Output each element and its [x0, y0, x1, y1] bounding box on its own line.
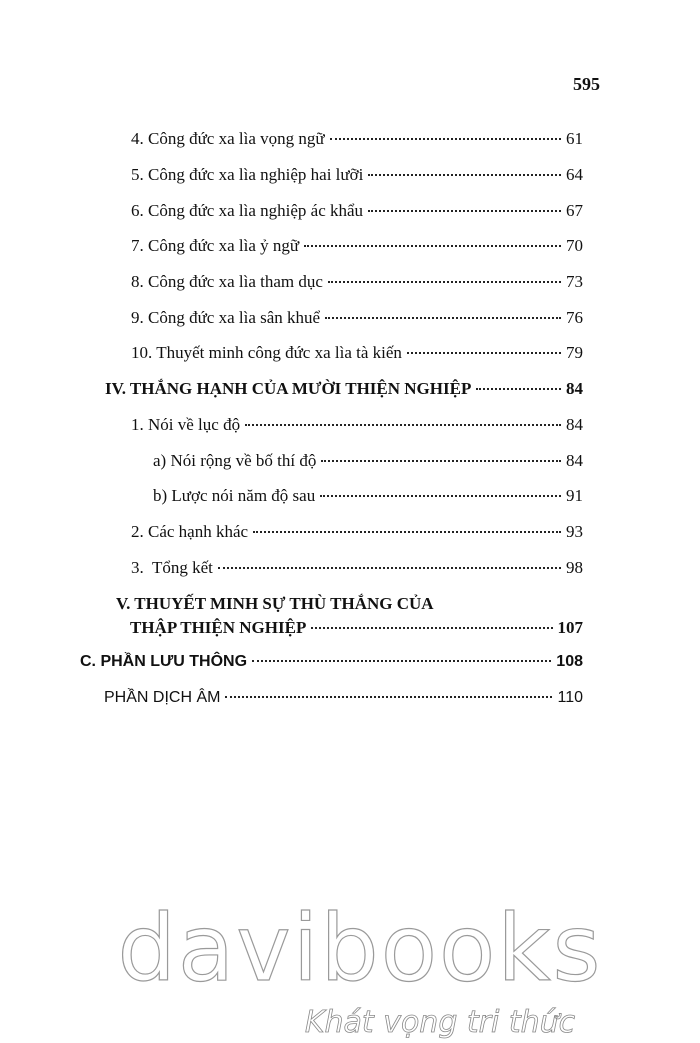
- dot-leader: [225, 696, 552, 698]
- toc-entry-page: 93: [566, 522, 583, 541]
- toc-entry: [153, 451, 583, 475]
- toc-entry: [153, 486, 583, 510]
- toc-entry: [131, 522, 583, 546]
- toc-entry-label: C. PHẦN LƯU THÔNG: [80, 653, 248, 670]
- dot-leader: [321, 460, 561, 462]
- toc-entry-label: IV. THẮNG HẠNH CỦA MƯỜI THIỆN NGHIỆP: [105, 379, 472, 398]
- toc-part-heading: [80, 653, 583, 677]
- toc-entry: [131, 201, 583, 225]
- dot-leader: [253, 531, 561, 533]
- watermark-brand: davibooks: [117, 895, 603, 1002]
- toc-entry-label: 2. Các hạnh khác: [131, 522, 249, 541]
- toc-entry-page: 76: [566, 308, 583, 327]
- toc-entry-page: 84: [566, 451, 583, 470]
- toc-entry-page: 84: [566, 379, 583, 398]
- toc-entry: [131, 343, 583, 367]
- dot-leader: [304, 245, 561, 247]
- toc-section-heading: [105, 379, 583, 403]
- toc-entry-label: b) Lược nói năm độ sau: [153, 486, 316, 505]
- toc-entry-label: PHẦN DỊCH ÂM: [104, 689, 221, 706]
- toc-entry: [131, 415, 583, 439]
- toc-entry: [131, 129, 583, 153]
- toc-entry: [131, 308, 583, 332]
- toc-entry-page: 91: [566, 486, 583, 505]
- toc-entry-label: 10. Thuyết minh công đức xa lìa tà kiến: [131, 343, 402, 362]
- toc-entry-page: 64: [566, 165, 583, 184]
- toc-entry-label: 8. Công đức xa lìa tham dục: [131, 272, 323, 291]
- dot-leader: [320, 495, 561, 497]
- toc-entry-page: 108: [556, 653, 583, 670]
- toc-entry-label: THẬP THIỆN NGHIỆP: [130, 618, 307, 637]
- toc-entry-label: 3. Tổng kết: [131, 558, 213, 577]
- toc-entry-label: 6. Công đức xa lìa nghiệp ác khẩu: [131, 201, 364, 220]
- toc-entry-page: 107: [557, 618, 583, 637]
- dot-leader: [245, 424, 561, 426]
- toc-entry-page: 73: [566, 272, 583, 291]
- toc-entry: [131, 165, 583, 189]
- dot-leader: [325, 317, 561, 319]
- toc-entry-page: 98: [566, 558, 583, 577]
- toc-entry-label: 1. Nói về lục độ: [131, 415, 241, 434]
- toc-entry-page: 67: [566, 201, 583, 220]
- dot-leader: [407, 352, 561, 354]
- toc-entry-page: 70: [566, 236, 583, 255]
- toc-entry-label: 7. Công đức xa lìa ỷ ngữ: [131, 236, 300, 255]
- toc-entry-page: 84: [566, 415, 583, 434]
- toc-entry: [131, 272, 583, 296]
- toc-section-heading-line1: V. THUYẾT MINH SỰ THÙ THẮNG CỦA: [116, 594, 434, 613]
- toc-entry: [131, 558, 583, 582]
- dot-leader: [368, 210, 561, 212]
- dot-leader: [252, 660, 551, 662]
- dot-leader: [330, 138, 561, 140]
- toc-entry-page: 110: [557, 689, 583, 706]
- toc-entry-page: 79: [566, 343, 583, 362]
- dot-leader: [328, 281, 561, 283]
- dot-leader: [476, 388, 561, 390]
- toc-entry: [131, 236, 583, 260]
- dot-leader: [218, 567, 561, 569]
- toc-entry-label: a) Nói rộng về bố thí độ: [153, 451, 317, 470]
- toc-entry-label: 4. Công đức xa lìa vọng ngữ: [131, 129, 325, 148]
- dot-leader: [368, 174, 561, 176]
- page-number: 595: [573, 74, 600, 94]
- dot-leader: [311, 627, 552, 629]
- toc-entry-label: 5. Công đức xa lìa nghiệp hai lưỡi: [131, 165, 364, 184]
- toc-entry-label: 9. Công đức xa lìa sân khuể: [131, 308, 321, 327]
- toc-section-heading: [130, 618, 583, 642]
- toc-entry-page: 61: [566, 129, 583, 148]
- watermark-slogan: Khát vọng tri thức: [304, 1005, 576, 1040]
- toc-part-heading: [104, 689, 583, 713]
